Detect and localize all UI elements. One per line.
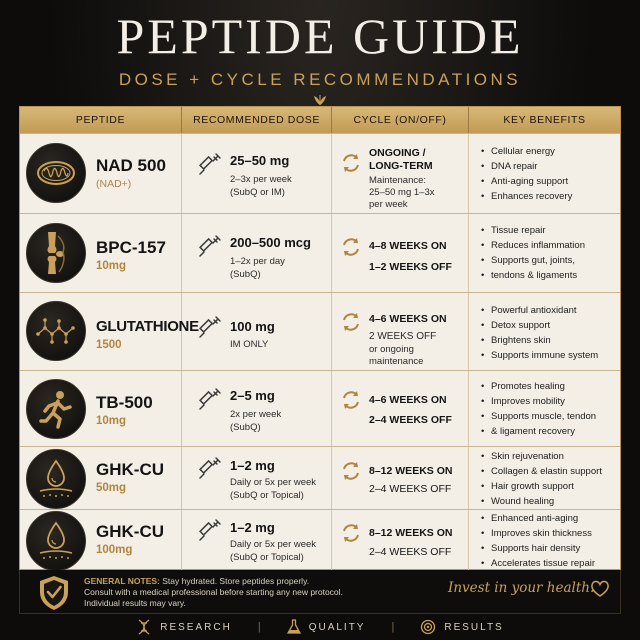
general-notes (19, 570, 621, 614)
peptide-strength: (NAD+) (96, 178, 132, 190)
peptide-cell (20, 371, 182, 446)
benefits-cell (469, 293, 620, 370)
benefits-list (481, 144, 572, 204)
separator: | (257, 621, 261, 633)
cycle-cell (332, 447, 469, 509)
cycle-arrows-icon (340, 522, 362, 544)
benefits-cell (469, 371, 620, 446)
list-item (481, 268, 585, 283)
list-item: • Brightens skin (481, 333, 598, 348)
dose-frequency: 2–3x per week (230, 174, 292, 185)
cycle-on: 4–8 WEEKS ON (369, 240, 447, 252)
table-row (20, 292, 620, 370)
droplet-skin-icon (26, 449, 86, 509)
list-item: • Supports immune system (481, 348, 598, 363)
list-item: • Wound healing (481, 494, 602, 509)
list-item: • Powerful antioxidant (481, 303, 598, 318)
peptide-name: GHK-CU (96, 522, 164, 541)
benefits-list (481, 449, 602, 509)
peptide-strength: 1500 (96, 339, 122, 351)
list-item-continuation: tendons & ligaments (491, 270, 578, 281)
knee-joint-icon (26, 223, 86, 283)
results-item (420, 619, 503, 635)
dose-amount: 100 mg (230, 319, 275, 334)
list-item: • Supports gut, joints, (481, 253, 585, 268)
peptide-strength: 50mg (96, 482, 127, 494)
dose-route: (SubQ) (230, 269, 261, 280)
dose-frequency: 2x per week (230, 409, 282, 420)
dose-cell (182, 510, 332, 570)
table-row (20, 509, 620, 570)
dose-route: (SubQ) (230, 422, 261, 433)
list-item: • Improves skin thickness (481, 526, 595, 541)
cycle-note: per week (369, 199, 408, 210)
peptide-cell (20, 214, 182, 292)
dose-amount: 200–500 mcg (230, 235, 311, 250)
cycle-cell (332, 371, 469, 446)
cycle-cell (332, 293, 469, 370)
notes-text (84, 576, 414, 609)
flask-icon (287, 619, 301, 635)
benefits-list (481, 303, 598, 363)
cycle-on: 8–12 WEEKS ON (369, 527, 453, 539)
molecule-icon (26, 301, 86, 361)
mitochondria-icon (26, 143, 86, 203)
syringe-icon (198, 518, 222, 542)
cycle-off: 2–4 WEEKS OFF (369, 546, 452, 558)
list-item: • Hair growth support (481, 479, 602, 494)
syringe-icon (198, 234, 222, 258)
column-header-cycle: CYCLE (ON/OFF) (332, 107, 469, 133)
list-item: • Improves mobility (481, 394, 596, 409)
table-row (20, 446, 620, 509)
list-item: • Detox support (481, 318, 598, 333)
runner-icon (26, 379, 86, 439)
list-item: • Anti-aging support (481, 174, 572, 189)
peptide-strength: 100mg (96, 544, 133, 556)
bottom-bar (0, 614, 640, 640)
table-row (20, 213, 620, 292)
cycle-arrows-icon (340, 236, 362, 258)
cycle-on: 4–6 WEEKS ON (369, 394, 447, 406)
peptide-name: GLUTATHIONE (96, 318, 199, 335)
list-item: • Reduces inflammation (481, 238, 585, 253)
cycle-arrows-icon (340, 460, 362, 482)
dose-amount: 2–5 mg (230, 388, 275, 403)
list-item: • Skin rejuvenation (481, 449, 602, 464)
cycle-arrows-icon (340, 152, 362, 174)
peptide-cell (20, 293, 199, 370)
peptide-cell (20, 134, 182, 213)
peptide-strength: 10mg (96, 260, 127, 272)
heart-icon (590, 580, 610, 598)
dose-cell (182, 447, 332, 509)
column-header-benefits: KEY BENEFITS (503, 114, 586, 126)
dose-route: IM ONLY (230, 339, 269, 350)
list-item (481, 424, 596, 439)
table-row (20, 370, 620, 446)
cycle-on: ONGOING / (369, 147, 426, 159)
list-item: • DNA repair (481, 159, 572, 174)
benefits-cell (469, 510, 620, 570)
syringe-icon (198, 456, 222, 480)
peptide-strength: 10mg (96, 415, 127, 427)
quality-label: QUALITY (308, 621, 366, 633)
notes-line: Consult with a medical professional before starting any new protocol. (84, 587, 343, 597)
benefits-list (481, 379, 596, 439)
results-label: RESULTS (444, 621, 504, 633)
table-row (20, 133, 620, 213)
cycle-note: 25–50 mg 1–3x (369, 187, 435, 198)
peptide-name: GHK-CU (96, 460, 164, 479)
cycle-on: 4–6 WEEKS ON (369, 313, 447, 325)
cycle-note: maintenance (369, 356, 424, 367)
benefits-list (481, 223, 585, 283)
syringe-icon (198, 152, 222, 176)
benefits-cell (469, 447, 620, 509)
column-header-peptide: PEPTIDE (20, 107, 182, 133)
dose-cell (182, 293, 332, 370)
list-item: • Accelerates tissue repair (481, 556, 595, 571)
cycle-note: or ongoing (369, 344, 414, 355)
column-header-dose: RECOMMENDED DOSE (182, 107, 332, 133)
cycle-cell (332, 510, 469, 570)
cycle-arrows-icon (340, 311, 362, 333)
dose-amount: 1–2 mg (230, 520, 275, 535)
cycle-on: 8–12 WEEKS ON (369, 465, 453, 477)
notes-label: GENERAL NOTES: (84, 576, 160, 586)
list-item: • Cellular energy (481, 144, 572, 159)
list-item: • Supports hair density (481, 541, 595, 556)
list-item: • Tissue repair (481, 223, 585, 238)
benefits-list (481, 511, 595, 571)
peptide-table (19, 106, 621, 570)
benefits-cell (469, 134, 620, 213)
dose-frequency: Daily or 5x per week (230, 477, 317, 488)
research-item (136, 619, 232, 635)
cycle-note: Maintenance: (369, 175, 427, 186)
cycle-off: 2–4 WEEKS OFF (369, 414, 452, 426)
droplet-skin-icon (26, 511, 86, 571)
dna-icon (136, 619, 152, 635)
peptide-cell (20, 510, 182, 570)
syringe-icon (198, 387, 222, 411)
list-item: • Enhances recovery (481, 189, 572, 204)
quality-item (287, 619, 366, 635)
research-label: RESEARCH (160, 621, 232, 633)
notes-line: Stay hydrated. Store peptides properly. (162, 576, 310, 586)
benefits-cell (469, 214, 620, 292)
syringe-icon (198, 315, 222, 339)
list-item: • Promotes healing (481, 379, 596, 394)
shield-check-icon (36, 574, 72, 612)
cycle-arrows-icon (340, 389, 362, 411)
notes-line: Individual results may vary. (84, 598, 186, 608)
cycle-off: 2–4 WEEKS OFF (369, 483, 452, 495)
page-title: PEPTIDE GUIDE (116, 8, 524, 64)
dose-route: (SubQ or IM) (230, 187, 285, 198)
cycle-cell (332, 134, 469, 213)
peptide-name: NAD 500 (96, 156, 166, 175)
page-subtitle: DOSE + CYCLE RECOMMENDATIONS (118, 70, 522, 89)
tagline: Invest in your health. (448, 580, 595, 596)
leaf-ornament-icon (311, 94, 329, 106)
dose-cell (182, 214, 332, 292)
list-item: • Supports muscle, tendon (481, 409, 596, 424)
peptide-name: BPC-157 (96, 238, 166, 257)
cycle-cell (332, 214, 469, 292)
cycle-off: 2 WEEKS OFF (369, 331, 437, 342)
cycle-off: 1–2 WEEKS OFF (369, 261, 452, 273)
peptide-cell (20, 447, 182, 509)
dose-frequency: Daily or 5x per week (230, 539, 317, 550)
dose-frequency: 1–2x per day (230, 256, 285, 267)
dose-amount: 25–50 mg (230, 153, 290, 168)
separator: | (391, 621, 395, 633)
cycle-on: LONG-TERM (369, 160, 433, 172)
dose-cell (182, 134, 332, 213)
list-item-continuation: & ligament recovery (491, 426, 575, 437)
dose-amount: 1–2 mg (230, 458, 275, 473)
peptide-name: TB-500 (96, 393, 153, 412)
table-header (20, 107, 620, 133)
target-icon (420, 619, 436, 635)
list-item: • Collagen & elastin support (481, 464, 602, 479)
list-item: • Enhanced anti-aging (481, 511, 595, 526)
dose-route: (SubQ or Topical) (230, 490, 304, 501)
dose-route: (SubQ or Topical) (230, 552, 304, 563)
dose-cell (182, 371, 332, 446)
